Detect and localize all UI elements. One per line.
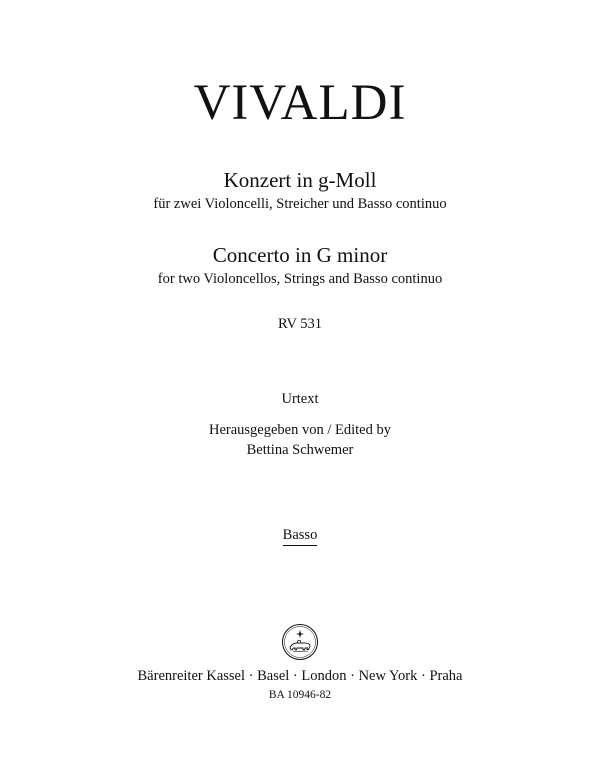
editor-name: Bettina Schwemer xyxy=(246,442,354,458)
composer-name: VIVALDI xyxy=(193,75,407,131)
title-english: Concerto in G minor xyxy=(212,243,388,267)
editor-label: Herausgegeben von / Edited by xyxy=(208,422,391,438)
subtitle-german: für zwei Violoncelli, Streicher und Basso continuo xyxy=(153,196,447,212)
baerenreiter-bear-logo-icon xyxy=(281,623,319,661)
part-name: Basso xyxy=(283,528,318,546)
urtext-label: Urtext xyxy=(281,391,319,407)
subtitle-english: for two Violoncellos, Strings and Basso continuo xyxy=(157,271,443,287)
catalog-number: RV 531 xyxy=(277,316,323,332)
title-german: Konzert in g-Moll xyxy=(223,168,377,192)
edition-number: BA 10946-82 xyxy=(268,689,332,701)
publisher-line: Bärenreiter Kassel · Basel · London · New York · Praha xyxy=(137,668,463,684)
part-label xyxy=(0,528,600,546)
